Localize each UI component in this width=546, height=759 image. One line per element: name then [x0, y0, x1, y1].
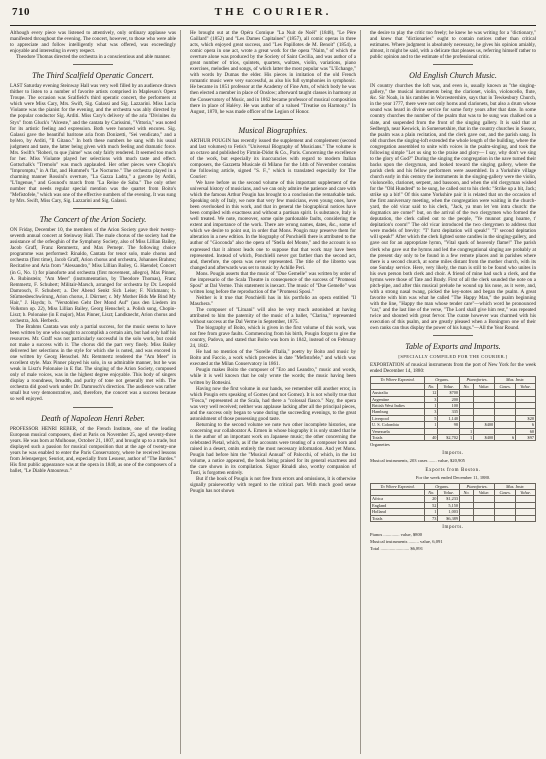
- imports-line: Musical instruments ......... value, 6,091: [370, 539, 443, 545]
- article-body: EXPORTATION of musical instruments from the port of New York for the week ended December 14, 1880:: [370, 362, 536, 375]
- byline: [SPECIALLY COMPILED FOR THE COURIER.]: [398, 354, 508, 360]
- column-subheader: Cases.: [495, 490, 516, 496]
- table-cell-value: 60: [516, 428, 536, 434]
- table-cell-value: 1: [460, 428, 474, 434]
- table-cell-value: 335: [438, 409, 460, 415]
- table-cell-destination: Totals: [371, 515, 425, 521]
- column-subheader: No.: [425, 490, 438, 496]
- table-cell-destination: Totals: [371, 434, 425, 440]
- column-subheader: Value.: [516, 383, 536, 389]
- table-cell-value: 1: [425, 509, 438, 515]
- article-body: The Brahms Cantata was only a partial success, for the music seems to have been written by one who sought to accomplish a certain aim, but had only half his resources. Mr. Graff was not particularly successful in the solo work, but could not make a success with it. The chorus did the part very finely. Miss Bailey delivered her selections in the style for which she is noted, and was encored in one written by Georg Henschel. Mr. Remmertz rendered the "Am Meer" in excellent style. Max Pinner played his solo, in so admirable manner, but he was weak in Liszt's Polonaise in E flat. The singing of the Arion Society, composed only of male voices, was in the highest degree enjoyable. This body of singers display a roundness, breadth, and purity of tone not generally met with. The orchestra did good work under Dr. Damrosch's direction. The audience was rather small but very demonstrative, and, therefore, the concert was a success because so well enjoyed.: [10, 323, 176, 403]
- divider: [433, 64, 473, 65]
- page-number: 710: [12, 6, 30, 18]
- article-heading: The Third Scalfield Operatic Concert.: [32, 71, 154, 81]
- divider: [73, 64, 113, 65]
- article-body: Pougin makes Boito the composer of "Ero and Leandro," music and words, while it is well known that he only wrote the words; the music having been written by Bottesini.: [190, 367, 356, 386]
- article-body: The composer of "Lituani" will also be very much astonished at having attributed to him the paternity of the music of a ballet, "Clarina," represented without success at the Dal Verme in September, 1875.: [190, 306, 356, 326]
- column-header: To Where Exported.: [371, 377, 425, 383]
- column-header: Organs.: [425, 483, 460, 489]
- article-body: The biography of Boito, which is given in the first volume of this work, was not free from grave faults. Commencing from his birth, Pougin forgot to give the country, Padova, and stated that Boito was born in 1842, instead of on February 24, 1842.: [190, 325, 356, 350]
- table-cell-value: $400: [474, 434, 495, 440]
- divider: [253, 119, 293, 120]
- table-cell-destination: Liverpool: [371, 415, 425, 421]
- table-cell-value: 3: [425, 409, 438, 415]
- exports-boston-heading: Exports from Boston.: [425, 467, 481, 473]
- columns: [10, 30, 536, 754]
- table-cell-value: 1: [425, 402, 438, 408]
- paragraph: Theodore Thomas directed the orchestra in a conscientious and able manner.: [16, 54, 171, 61]
- table-cell-value: 1,140: [438, 415, 460, 421]
- column-header: Mus. Instr.: [495, 483, 536, 489]
- divider: [73, 407, 113, 408]
- table-cell-value: $20: [516, 415, 536, 421]
- column-subheader: Value.: [474, 383, 495, 389]
- table-cell-destination: Hamburg: [371, 409, 425, 415]
- column-subheader: Value.: [474, 490, 495, 496]
- table-cell-value: 200: [438, 396, 460, 402]
- table-cell-value: 5,150: [438, 502, 460, 508]
- table-cell-value: $1,233: [438, 496, 460, 502]
- article-body: Neither is it true that Ponchielli has in his portfolio an opera entitled "Il Maschera.": [190, 294, 356, 307]
- table-cell-value: [495, 515, 516, 521]
- column-1: [10, 30, 181, 754]
- table-cell-destination: British West Indies: [371, 402, 425, 408]
- article-body: ON Friday, December 10, the members of the Arion Society gave their twenty-seventh annual concert at Steinway Hall. The male chorus of the society had the assistance of the orfeoghin of the Symphony Society, also of Miss Lillian Bailey, Jacob Graff, Franz Remmertz, and Max Pernepr. The following choice programme was performed: Rinaldo, Cantata for tenor solo, male chorus and orchestra (first time), Jacob Graff, Arion chorus and orchestra, Johannes Brahms; Recitative and Aria from "Alessandro," Miss Lillian Bailey, G. Haendel; Concert (in G, No. 1) for pianoforte and orchestra (first movement, allegro), Max Pinner, A. Rubinstein; "Am Meer" (instrumentation, by Theodore Thomas), Franz Remmertz, F. Schubert; Militair-Marsch, arranged for orchestra by Dr. Leopold Damrosch, F. Schubert; a. Der Abend Senkt Sich Leise; F. Nickmann; b. Stürmesbeschwörung, Arion chorus, J. Dürrner; c. My Mother Bids Me Bind My Hair," J. Haydn; b. "Verstohlen Geht Der Mond Auf" (aus den Liedern im Volkston op. 22), Miss Lillian Bailey, Georg Henschel; a. Polish song, Chopin-Liszt; b. Polonaise (in E major), Max Pinner, Liszt; Landknecht, Arion chorus and orchestra, Joh. Herbeck.: [10, 227, 176, 324]
- article-body: We have before us the second volume of this important supplement of the universal history of musicians, and we can only admire the patience and care with which the famous Arthur Pougin has brought to a conclusion the remarkable task. Speaking only of Italy, we note that very few musicians, even young ones, have been overlooked in this work, and that in general the biographical notices have been compiled with exactness and without a partisan spirit. Is substance, Italy is well treated. We note, moreover, some quite pardonable faults, considering the extent and importance of the work. There are wrong names, dates, &c., some of which we desire to point out, in order that Mons. Pougin may preserve them for alteration in a new edition. In the biography of Ponchielli there is attributed to the author of "Gioconda" also the opera of "Stella del Monte," and the account is so expressed that it almost leads one to suppose that that work may have been represented. Instead of which, Ponchielli never got farther than the second act, and, therefore, the opera was never represented. The title of the libretto was changed and afterwards was set to music by Achille Peri.: [190, 179, 356, 271]
- paragraph: the desire to play the critic too freely; he knew he was writing for a "dictionary," and knew that "dictionaries" ought to contain notices rather than critical estimates. Where judgment is absolutely necessary, he gives his opinion amiably, almost, it might be said, with a delicate that pleases us, referring himself rather to public opinion and to the estimate of the professional critic.: [370, 30, 536, 61]
- article-body: Having now the first volume in our hands, we remember still another error, in which Pougin errs speaking of Gomes (and not Gomez). It is not wholly true that "Fosca," represented at the Scala, had there a "colossal fiasco." Nay, the opera was very well received; neither was applause lacking after all the principal pieces, and the success only began to wane during the succeeding evenings, to the great astonishment of those possessing good taste.: [190, 385, 356, 422]
- article-heading: Musical Biographies.: [238, 125, 308, 135]
- paragraph: Although every piece was listened to attentively, only ordinary applause was manifested throughout the evening. The concert, however, to those who were able to appreciate and follow intelligently what was offered, was exceedingly enjoyable and interesting in every respect.: [10, 30, 176, 55]
- imports-line: Pianos .............. value, $800: [370, 532, 423, 538]
- table-cell-value: 1: [460, 434, 474, 440]
- table-cell-value: 52: [425, 502, 438, 508]
- article-heading: Death of Napoleon Henri Reber.: [41, 413, 145, 423]
- article-body: ARTHUR POUGIN has recently issued the supplement and complement (second and last volumes) to Fetis's "Universal Biography of Musicians." The volume is an octavo and published by Firmin-Didot & Co., Paris. Concerning the excellence of the work, but especially its inaccuracies with regard to modern Italian composers, the Gazzetta Musicale di Milano for the 14th of November contains the following article, signed "S. F.," which is translated especially for The Courier:: [190, 137, 356, 180]
- imports-line: Musical instruments, 203 cases ....... value, $20,905: [370, 458, 465, 464]
- table-cell-value: 73: [425, 515, 438, 521]
- table-row: [371, 515, 536, 521]
- column-subheader: Value.: [438, 383, 460, 389]
- table-cell-destination: Venezuela: [371, 428, 425, 434]
- exports-boston-subheading: For the week ended December 11, 1880.: [415, 474, 491, 480]
- column-subheader: No.: [460, 383, 474, 389]
- table-cell-destination: Holland: [371, 509, 425, 515]
- imports-heading: Imports.: [442, 451, 464, 457]
- article-body: But if the book of Pougin is not free from errors and omissions, it is otherwise signally praiseworthy with regard to the critical part. With much good sense Pougin has not shown: [190, 476, 356, 495]
- table-cell-value: 6: [516, 422, 536, 428]
- article-body: IN country churches the loft was, and even is, usually known as "the singing-gallery," the musical instruments being the clarionet, violin, violoncello, flute, &c. Sir Noah, in his rambles in Worcestershire, says that in Tewkesbury Church, in the year 1777, there were not only horns and clarionets, but also a drum whose sound was heard in divine service for some forty years after that date. In some country churches the number of the psalm that was to be sung was chalked on a slate, and suspended from the front of the singing gallery. It is said that at Sedbergh, near Keswick, in Somersetshire, that in the country churches in Sussex, the psalm was a plain recitation, and the clerk gave out, and the parish sang. In old churches the singing-loft extended the whole length of the building, where the congregation assembled to unite with voices in the psalm-singing, and took the following simple "Let us sing to the praise and glory— I say, why don't we sing to the glory of God?" During the singing the congregation in the nave turned their backs upon the clergyman, and looked toward the singing gallery, where the parish clerk and his fellow performers were assembled. In a Yorkshire village church early in this century the instruments in the singing-gallery were the violin, violoncello, clarionet, serpent, and bassoon, and when the old clergyman wished for the "Old Hundred" to be sung, he called out to his clerk: "Strike up a bit, Jack; strike up a bit!" Of this same Yorkshire pair it is related that on the occasion of the first anniversary meeting, when the congregation were waiting in the church-yard, the old vicar said to his clerk, "Jack, ya mun let 'em intra church: the dogmatics are come!" but, on the arrival of the two clergymen who formed the deputation, the clerk called out to the people, "Ye munnot gang hoame, t' depitation's coom!" The old vicar introduced the two clergymen to address that were models of brevity: "T' furst depitation will speak!" "T' second depitation will speak!" After which the clerk lighted some candles in the singing-gallery, and gave out for an appropriate hymn, "Vital spark of heavenly flame!" The parish clerk who gave out the hymns and led the congregational singing are probably at the present day only to be found in a few remote places and in parishes where there is a second church, at some miles distant from the mother church, with its one Sunday service. Here, very likely, the man is still to be found who unites in his own person both clerk and choir. A friend of mine had such a clerk, and the hymns were those of Tate and Brady. First of all the clerk sounded the note on a pitch-pipe, and after this musical prelude he wound up his nose, as it were, and, with a strong nasal twang, picked the key-notes and began the psalm. A great favorite with him was what he called "The Happy Man," the psalm beginning with the line, "Happy the man whose tender care"—which word he pronounced "car," and the last line of the verse, "The Lord shall give him rest," was repeated twice and shouted with great fervor. The curate however was charmed with his execution of this psalm, and are greatly pleased when a Bonington one of their own ranks can thus display the power of his lungs."—All the Year Round.: [370, 83, 536, 332]
- column-subheader: Value.: [516, 490, 536, 496]
- table-body: [371, 390, 536, 441]
- column-3: [370, 30, 536, 754]
- publication-title: THE COURIER.: [214, 6, 332, 18]
- table-cell-value: 1: [425, 422, 438, 428]
- table-body: [371, 496, 536, 522]
- paragraph: He brought out at the Opéra Comique "La Nuit de Noël" (1848), "Le Père Gaillard" (1852) and "Les Dames Capitaines" (1857), all comic operas in three acts, which enjoyed great success, and "Les Papillotes de M. Benoit" (1854), a comic opera in one act, wrote a great work for the opera "Naim," of which the overture alone was produced by the Society of Saint Cecilia, and was author of a great number of trios, quintets, quartets, waltzes, violin, variations, piano exercises, melodies and songs, of which latter the most popular was "L'Echange," with words by Dumas the elder. His pieces in imitation of the old French romantic music were very successful, as also his full symphonies in symphonic. He became in 1851 professor at the Academy of Fine Arts, of which body he was then elected a member in place of Onslow; afterward taught classes in harmony at the Conservatory of Music, and in 1862 became professor of musical composition there in place of Halévy. He was author of a valued "Treatise on Harmony." In August, 1870, he was made officer of the Legion of Honor.: [190, 30, 356, 115]
- table-cell-value: 12: [425, 390, 438, 396]
- table-cell-destination: Africa: [371, 496, 425, 502]
- column-subheader: Value.: [438, 490, 460, 496]
- article-body: LAST Saturday evening Steinway Hall was very well filled by an audience drawn thither to listen to a number of favorite artists comprised in Mapleson's Opera Troupe. The occasion was Scalfield's third operatic concert, the performers at which were Miss Cary, Mrs. Swift, Sig. Galassi and Sig. Lazzarini. Miss Lucia Violante was the pianist for the evening, and the orchestra was ably directed by the popular conductor Sig. Arditi. Miss Cary's delivery of the aria "Divinites du Styx" from Gluck's "Alceste," and the cantata by Carissimi, "Vittoria," was noted for its artistic feeling and expression. Both were honored with encores. Sig. Galassi gave the beautiful baritone aria from Donizetti, "Sei vendicato," and a bolero, by Arditi, "Il Gitano." In both these numbers he sang with his usual judgment and taste, the latter being given with much feeling and dramatic force. Mrs. Swift's "Roberi, tu que j'aime" was only fairly rendered. It seemed too much for her. Miss Violante played her selections with much taste and effect. Gottschalk's "Tremolo" was much applauded. Her other pieces were Chopin's "Impromptu," in A flat, and Hummel's "Le Nocturne." The orchestra played in a charming manner Rossini's overture, "La Gazza Ladra," a gavotte by Arditi, "L'Ingenue," and Gounod's march from "La Reine de Saba." The only other number that needs regular special mention was the quartet from Boito's "Mefistofele," which was one of the effective numbers of the evening. It was sung by Mrs. Swift, Miss Cary, Sig. Lazzarini and Sig. Galassi.: [10, 83, 176, 205]
- table-cell-value: 5: [425, 415, 438, 421]
- table-cell-value: 20: [425, 496, 438, 502]
- table-cell-destination: England: [371, 502, 425, 508]
- table-cell-value: [474, 515, 495, 521]
- table-cell-value: [516, 515, 536, 521]
- column-subheader: No.: [460, 490, 474, 496]
- article-heading: Old English Church Music.: [409, 71, 497, 81]
- column-subheader: Cases.: [495, 383, 516, 389]
- organettes-line: Organettes: [370, 442, 390, 448]
- table-cell-value: $400: [474, 422, 495, 428]
- article-body: PROFESSOR HENRI REBER, of the French Institute, one of the leading European musical composers, died at Paris on November 25, aged seventy-three years. He was born at Mulhouse, October 21, 1807, and brought up to a trade, but displayed such a passion for musical composition that at the age of twenty-one years he was enabled to enter the Paris Conservatory, where he received lessons from Jelensperger, Seuriot, and, especially from Lesueur, author of "The Bardes." His first public appearance was at the opera in 1840, as one of the composers of a ballet, "Le Diable Amoureux.": [10, 425, 176, 474]
- table-cell-value: [460, 515, 474, 521]
- exports-new-york-table: [370, 376, 536, 441]
- article-heading: Table of Exports and Imports.: [405, 342, 501, 352]
- column-header: Mus. Instr.: [495, 377, 536, 383]
- exports-boston-table: [370, 483, 536, 522]
- table-cell-value: 100: [438, 402, 460, 408]
- article-heading: The Concert of the Arion Society.: [39, 215, 147, 225]
- imports-total-line: Total ......................... $6,891: [370, 546, 424, 552]
- table-cell-value: $2,702: [438, 434, 460, 440]
- article-body: He had no mention of the "Sorelle d'Italia," poetry by Boito and music by Boito and Faccio, a work which precedes in date "Mefistofele," and which was executed at the Milan Conservatory in 1861.: [190, 349, 356, 368]
- column-header: Pianofortes.: [460, 483, 495, 489]
- table-cell-value: 1,003: [438, 509, 460, 515]
- table-cell-value: 3: [425, 396, 438, 402]
- column-header: To Where Exported.: [371, 483, 425, 489]
- table-cell-value: 6: [495, 434, 516, 440]
- masthead: [10, 6, 536, 26]
- table-cell-destination: U. S. Colombia: [371, 422, 425, 428]
- column-subheader: No.: [425, 383, 438, 389]
- table-cell-value: 40: [425, 434, 438, 440]
- table-row: [371, 434, 536, 440]
- column-header: Organs.: [425, 377, 460, 383]
- column-2: [190, 30, 361, 754]
- table-cell-value: 98: [438, 422, 460, 428]
- imports-heading: Imports.: [442, 525, 464, 531]
- column-header: Pianofortes.: [460, 377, 495, 383]
- table-cell-value: $6,389: [438, 515, 460, 521]
- divider: [433, 335, 473, 336]
- table-cell-destination: Australia: [371, 390, 425, 396]
- divider: [73, 208, 113, 209]
- article-body: Returning to the second volume we note two other incomplete histories, one concerning our collaborator A. Ermen in whose biography it is only stated that he is the author of an important work on Japanese music; the other concerning the celebrated Pietal, which, as if the accounts were treating of a composer born and raised in a desert, omits entirely the most necessary information. And yet Mons. Pougin had before him the "Musical Annual" of Palocchi, of which, in the 1st volume, a notice appeared, the book being praised for its general exactness and the care shown in its compilation. Signor Rinaldi also, worthy companion of Tosti, is forgotten entirely.: [190, 421, 356, 477]
- table-cell-value: $700: [438, 390, 460, 396]
- article-body: Mons. Pougin asserts that the music of "Due Gemelle" was written by order of the impresario of the Scala Theatre in consequence of the success of "Promessi Sposi" at Dal Verme. This statement is inexact. The music of "Due Gemelle" was written long before the reproduction of the "Promessi Sposi.": [190, 270, 356, 295]
- table-cell-destination: Argentine: [371, 396, 425, 402]
- table-cell-value: $97: [516, 434, 536, 440]
